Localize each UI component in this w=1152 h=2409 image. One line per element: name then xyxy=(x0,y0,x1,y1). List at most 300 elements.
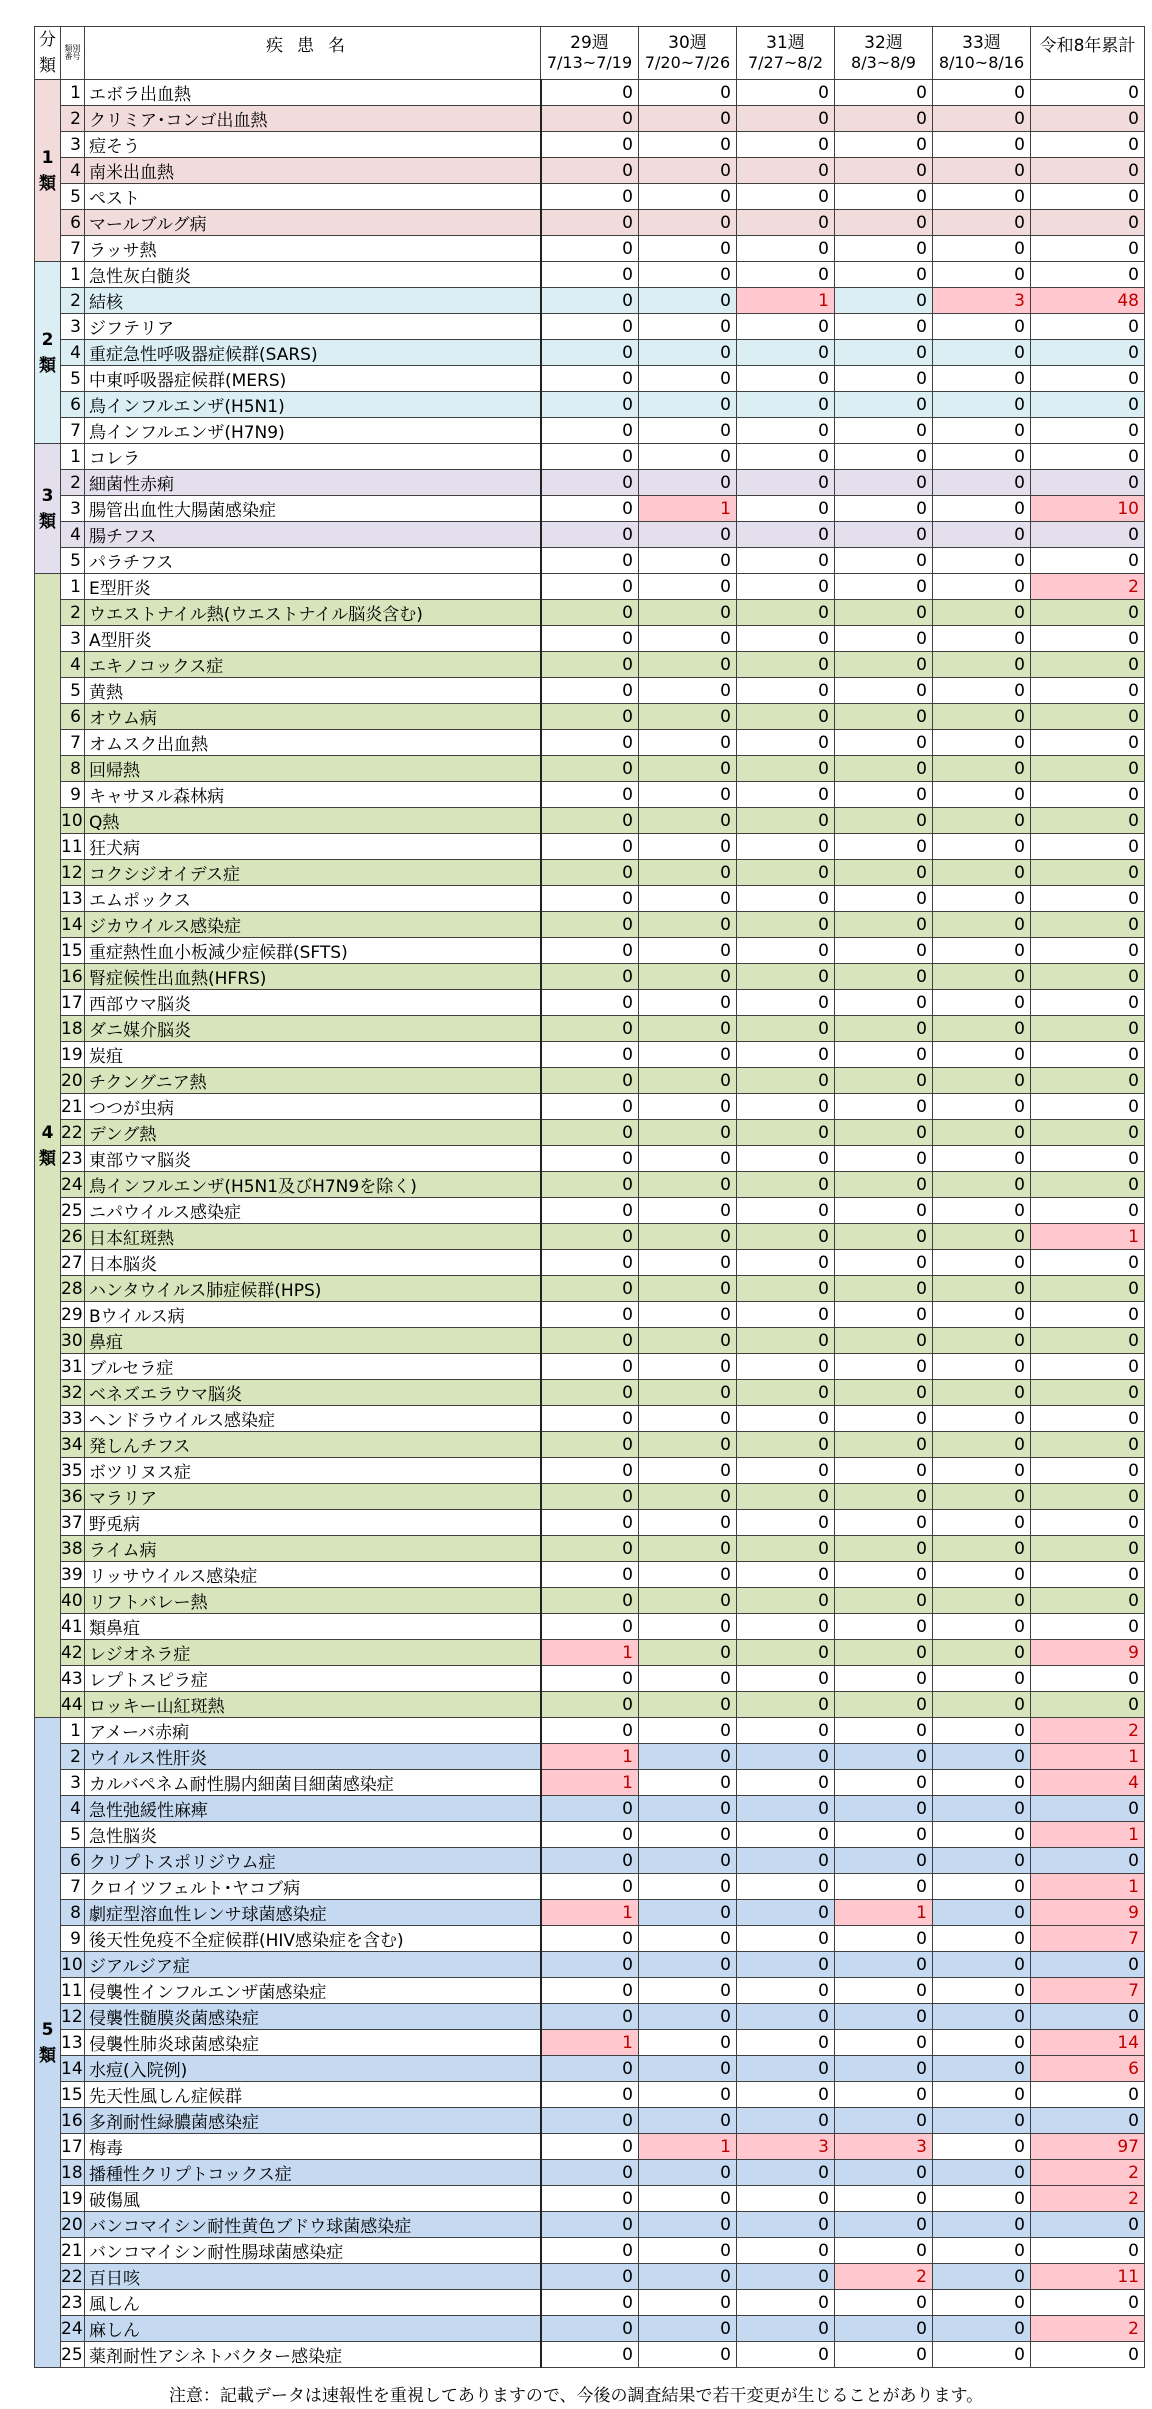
cumulative-count: 0 xyxy=(1031,964,1145,990)
category-label: 類 xyxy=(39,173,56,194)
weekly-count: 2 xyxy=(835,2264,933,2290)
cumulative-count: 0 xyxy=(1031,314,1145,340)
disease-name: カルバペネム耐性腸内細菌目細菌感染症 xyxy=(85,1770,541,1796)
weekly-count: 0 xyxy=(639,314,737,340)
disease-name: 黄熱 xyxy=(85,678,541,704)
weekly-count: 0 xyxy=(541,756,639,782)
row-number: 8 xyxy=(61,1900,85,1926)
table-row xyxy=(35,1380,1145,1406)
row-number: 44 xyxy=(61,1692,85,1718)
row-number: 16 xyxy=(61,2108,85,2134)
weekly-count: 0 xyxy=(541,2238,639,2264)
weekly-count: 0 xyxy=(835,1224,933,1250)
row-number: 15 xyxy=(61,2082,85,2108)
disease-name: レプトスピラ症 xyxy=(85,1666,541,1692)
disease-name: クロイツフェルト･ヤコブ病 xyxy=(85,1874,541,1900)
disease-name: エムポックス xyxy=(85,886,541,912)
table-row xyxy=(35,1978,1145,2004)
disease-name: エキノコックス症 xyxy=(85,652,541,678)
weekly-count: 0 xyxy=(933,1744,1031,1770)
weekly-count: 0 xyxy=(933,1978,1031,2004)
disease-name: ボツリヌス症 xyxy=(85,1458,541,1484)
weekly-count: 0 xyxy=(933,730,1031,756)
weekly-count: 0 xyxy=(639,210,737,236)
table-row xyxy=(35,1198,1145,1224)
weekly-count: 0 xyxy=(639,2290,737,2316)
category-header: 分類 xyxy=(35,27,61,80)
weekly-count: 0 xyxy=(933,834,1031,860)
weekly-count: 0 xyxy=(541,782,639,808)
weekly-count: 0 xyxy=(737,1874,835,1900)
row-number: 27 xyxy=(61,1250,85,1276)
disease-name: 類鼻疽 xyxy=(85,1614,541,1640)
weekly-count: 0 xyxy=(639,938,737,964)
cumulative-count: 0 xyxy=(1031,1666,1145,1692)
week-number: 33週 xyxy=(962,33,1001,53)
weekly-count: 0 xyxy=(737,2108,835,2134)
weekly-count: 0 xyxy=(541,1094,639,1120)
row-number: 6 xyxy=(61,1848,85,1874)
weekly-count: 0 xyxy=(639,418,737,444)
table-row xyxy=(35,2238,1145,2264)
cumulative-count: 14 xyxy=(1031,2030,1145,2056)
weekly-count: 0 xyxy=(933,106,1031,132)
weekly-count: 0 xyxy=(933,1354,1031,1380)
weekly-count: 0 xyxy=(835,184,933,210)
weekly-count: 0 xyxy=(737,1224,835,1250)
weekly-count: 0 xyxy=(737,1536,835,1562)
table-row xyxy=(35,366,1145,392)
table-row xyxy=(35,886,1145,912)
weekly-count: 0 xyxy=(541,1484,639,1510)
weekly-count: 0 xyxy=(933,2160,1031,2186)
cumulative-count: 0 xyxy=(1031,730,1145,756)
cumulative-count: 0 xyxy=(1031,886,1145,912)
table-row xyxy=(35,1068,1145,1094)
row-number: 15 xyxy=(61,938,85,964)
weekly-count: 0 xyxy=(835,808,933,834)
weekly-count: 0 xyxy=(737,496,835,522)
weekly-count: 0 xyxy=(835,132,933,158)
row-number: 13 xyxy=(61,886,85,912)
weekly-count: 0 xyxy=(541,860,639,886)
row-number: 24 xyxy=(61,1172,85,1198)
weekly-count: 0 xyxy=(541,1458,639,1484)
table-row xyxy=(35,2108,1145,2134)
weekly-count: 0 xyxy=(933,210,1031,236)
weekly-count: 0 xyxy=(737,860,835,886)
disease-name: Bウイルス病 xyxy=(85,1302,541,1328)
weekly-count: 0 xyxy=(835,1042,933,1068)
cumulative-count: 1 xyxy=(1031,1874,1145,1900)
table-row xyxy=(35,1848,1145,1874)
weekly-count: 0 xyxy=(835,574,933,600)
weekly-count: 0 xyxy=(835,1562,933,1588)
table-row xyxy=(35,80,1145,106)
cumulative-count: 0 xyxy=(1031,1250,1145,1276)
row-number: 19 xyxy=(61,1042,85,1068)
weekly-count: 0 xyxy=(737,1432,835,1458)
table-row xyxy=(35,1094,1145,1120)
row-number: 39 xyxy=(61,1562,85,1588)
row-number: 6 xyxy=(61,210,85,236)
disease-name: ダニ媒介脳炎 xyxy=(85,1016,541,1042)
weekly-count: 0 xyxy=(541,1848,639,1874)
cumulative-count: 0 xyxy=(1031,522,1145,548)
table-row xyxy=(35,106,1145,132)
cumulative-count: 6 xyxy=(1031,2056,1145,2082)
weekly-count: 0 xyxy=(835,548,933,574)
weekly-count: 0 xyxy=(639,1510,737,1536)
week-number: 30週 xyxy=(668,33,707,53)
weekly-count: 0 xyxy=(541,262,639,288)
weekly-count: 0 xyxy=(639,912,737,938)
weekly-count: 0 xyxy=(737,184,835,210)
row-number: 17 xyxy=(61,990,85,1016)
row-number: 18 xyxy=(61,1016,85,1042)
weekly-count: 0 xyxy=(541,808,639,834)
disease-name: ニパウイルス感染症 xyxy=(85,1198,541,1224)
weekly-count: 0 xyxy=(835,470,933,496)
cumulative-count: 0 xyxy=(1031,1588,1145,1614)
weekly-count: 1 xyxy=(541,2030,639,2056)
weekly-count: 0 xyxy=(639,730,737,756)
disease-name: クリミア･コンゴ出血熱 xyxy=(85,106,541,132)
table-row xyxy=(35,1588,1145,1614)
week-header xyxy=(639,27,737,80)
weekly-count: 0 xyxy=(737,1172,835,1198)
weekly-count: 0 xyxy=(933,236,1031,262)
weekly-count: 0 xyxy=(639,1718,737,1744)
weekly-count: 0 xyxy=(835,210,933,236)
weekly-count: 0 xyxy=(933,1120,1031,1146)
disease-name: 多剤耐性緑膿菌感染症 xyxy=(85,2108,541,2134)
row-number: 2 xyxy=(61,470,85,496)
row-number: 35 xyxy=(61,1458,85,1484)
weekly-count: 0 xyxy=(639,600,737,626)
weekly-count: 0 xyxy=(835,1588,933,1614)
table-row xyxy=(35,1172,1145,1198)
weekly-count: 0 xyxy=(835,1484,933,1510)
cumulative-count: 0 xyxy=(1031,1068,1145,1094)
weekly-count: 0 xyxy=(541,1432,639,1458)
table-row xyxy=(35,782,1145,808)
weekly-count: 0 xyxy=(639,1458,737,1484)
disease-name: 鳥インフルエンザ(H5N1) xyxy=(85,392,541,418)
row-number: 29 xyxy=(61,1302,85,1328)
row-number: 5 xyxy=(61,184,85,210)
weekly-count: 0 xyxy=(933,652,1031,678)
weekly-count: 0 xyxy=(737,2160,835,2186)
disease-name: 播種性クリプトコックス症 xyxy=(85,2160,541,2186)
weekly-count: 0 xyxy=(835,964,933,990)
cumulative-count: 0 xyxy=(1031,1614,1145,1640)
weekly-count: 0 xyxy=(835,1250,933,1276)
cumulative-count: 0 xyxy=(1031,1484,1145,1510)
table-row xyxy=(35,808,1145,834)
disease-name: 日本脳炎 xyxy=(85,1250,541,1276)
disease-name: 重症熱性血小板減少症候群(SFTS) xyxy=(85,938,541,964)
weekly-count: 0 xyxy=(737,1484,835,1510)
weekly-count: 0 xyxy=(737,1978,835,2004)
disease-name: つつが虫病 xyxy=(85,1094,541,1120)
disease-name: 結核 xyxy=(85,288,541,314)
weekly-count: 0 xyxy=(737,106,835,132)
cumulative-count: 0 xyxy=(1031,2342,1145,2368)
weekly-count: 0 xyxy=(541,2264,639,2290)
row-number: 37 xyxy=(61,1510,85,1536)
weekly-count: 0 xyxy=(737,236,835,262)
weekly-count: 0 xyxy=(933,912,1031,938)
weekly-count: 0 xyxy=(639,1328,737,1354)
row-number: 2 xyxy=(61,106,85,132)
weekly-count: 0 xyxy=(835,2342,933,2368)
weekly-count: 0 xyxy=(933,2212,1031,2238)
weekly-count: 0 xyxy=(639,1354,737,1380)
weekly-count: 0 xyxy=(933,1848,1031,1874)
weekly-count: 0 xyxy=(541,444,639,470)
weekly-count: 0 xyxy=(639,1952,737,1978)
weekly-count: 0 xyxy=(639,1198,737,1224)
weekly-count: 0 xyxy=(835,1432,933,1458)
weekly-count: 0 xyxy=(737,132,835,158)
cumulative-count: 0 xyxy=(1031,418,1145,444)
cumulative-count: 1 xyxy=(1031,1224,1145,1250)
weekly-count: 0 xyxy=(639,1796,737,1822)
cumulative-count: 0 xyxy=(1031,444,1145,470)
cumulative-count: 0 xyxy=(1031,158,1145,184)
disease-name: 鳥インフルエンザ(H7N9) xyxy=(85,418,541,444)
weekly-count: 0 xyxy=(541,314,639,340)
row-number: 4 xyxy=(61,158,85,184)
weekly-count: 0 xyxy=(737,1042,835,1068)
weekly-count: 0 xyxy=(541,2134,639,2160)
weekly-count: 0 xyxy=(933,2108,1031,2134)
cumulative-count: 0 xyxy=(1031,1016,1145,1042)
row-number: 21 xyxy=(61,1094,85,1120)
weekly-count: 0 xyxy=(639,236,737,262)
cumulative-count: 0 xyxy=(1031,236,1145,262)
table-row xyxy=(35,1926,1145,1952)
weekly-count: 0 xyxy=(737,990,835,1016)
weekly-count: 0 xyxy=(639,2056,737,2082)
cumulative-count: 0 xyxy=(1031,1848,1145,1874)
row-number: 2 xyxy=(61,288,85,314)
table-row xyxy=(35,1952,1145,1978)
weekly-count: 0 xyxy=(639,2108,737,2134)
weekly-count: 0 xyxy=(933,1016,1031,1042)
weekly-count: 0 xyxy=(737,730,835,756)
disease-name: 水痘(入院例) xyxy=(85,2056,541,2082)
weekly-count: 0 xyxy=(541,2056,639,2082)
weekly-count: 0 xyxy=(541,1354,639,1380)
weekly-count: 0 xyxy=(737,444,835,470)
weekly-count: 0 xyxy=(639,106,737,132)
disease-name: 回帰熱 xyxy=(85,756,541,782)
weekly-count: 0 xyxy=(835,2082,933,2108)
cumulative-count: 0 xyxy=(1031,678,1145,704)
table-row xyxy=(35,444,1145,470)
weekly-count: 0 xyxy=(541,1146,639,1172)
weekly-count: 0 xyxy=(639,1874,737,1900)
weekly-count: 0 xyxy=(541,886,639,912)
row-number: 38 xyxy=(61,1536,85,1562)
disease-name: A型肝炎 xyxy=(85,626,541,652)
weekly-count: 0 xyxy=(639,886,737,912)
weekly-count: 0 xyxy=(933,158,1031,184)
weekly-count: 0 xyxy=(639,756,737,782)
weekly-count: 0 xyxy=(541,1250,639,1276)
weekly-count: 0 xyxy=(737,340,835,366)
weekly-count: 0 xyxy=(737,782,835,808)
weekly-count: 0 xyxy=(933,574,1031,600)
weekly-count: 1 xyxy=(541,1770,639,1796)
weekly-count: 0 xyxy=(933,678,1031,704)
weekly-count: 0 xyxy=(639,574,737,600)
table-row xyxy=(35,2160,1145,2186)
week-number: 29週 xyxy=(570,33,609,53)
weekly-count: 0 xyxy=(639,2212,737,2238)
disease-name: 腸チフス xyxy=(85,522,541,548)
disease-name: クリプトスポリジウム症 xyxy=(85,1848,541,1874)
row-number: 24 xyxy=(61,2316,85,2342)
weekly-count: 0 xyxy=(737,2290,835,2316)
table-row xyxy=(35,2290,1145,2316)
weekly-count: 0 xyxy=(541,912,639,938)
weekly-count: 0 xyxy=(835,1068,933,1094)
weekly-count: 0 xyxy=(541,1952,639,1978)
cumulative-count: 1 xyxy=(1031,1822,1145,1848)
weekly-count: 0 xyxy=(933,2004,1031,2030)
weekly-count: 0 xyxy=(737,2316,835,2342)
disease-name: 侵襲性インフルエンザ菌感染症 xyxy=(85,1978,541,2004)
weekly-count: 0 xyxy=(639,366,737,392)
category-cell xyxy=(35,80,61,262)
weekly-count: 0 xyxy=(835,1172,933,1198)
disease-name: 鼻疽 xyxy=(85,1328,541,1354)
category-cell xyxy=(35,444,61,574)
table-row xyxy=(35,574,1145,600)
weekly-count: 0 xyxy=(639,1692,737,1718)
table-row xyxy=(35,2186,1145,2212)
weekly-count: 0 xyxy=(541,392,639,418)
row-number: 40 xyxy=(61,1588,85,1614)
row-number: 10 xyxy=(61,1952,85,1978)
disease-name: 侵襲性肺炎球菌感染症 xyxy=(85,2030,541,2056)
weekly-count: 0 xyxy=(639,1016,737,1042)
weekly-count: 0 xyxy=(541,418,639,444)
weekly-count: 0 xyxy=(933,314,1031,340)
weekly-count: 0 xyxy=(737,1380,835,1406)
row-number: 25 xyxy=(61,2342,85,2368)
disease-name: 急性灰白髄炎 xyxy=(85,262,541,288)
table-row xyxy=(35,340,1145,366)
table-row xyxy=(35,1770,1145,1796)
weekly-count: 0 xyxy=(835,756,933,782)
weekly-count: 0 xyxy=(835,834,933,860)
weekly-count: 0 xyxy=(737,1692,835,1718)
weekly-count: 0 xyxy=(639,1224,737,1250)
weekly-count: 0 xyxy=(639,704,737,730)
weekly-count: 0 xyxy=(933,1952,1031,1978)
weekly-count: 0 xyxy=(933,1666,1031,1692)
table-row xyxy=(35,314,1145,340)
row-number: 8 xyxy=(61,756,85,782)
weekly-count: 0 xyxy=(835,1146,933,1172)
row-number: 7 xyxy=(61,418,85,444)
weekly-count: 0 xyxy=(639,860,737,886)
weekly-count: 0 xyxy=(933,2056,1031,2082)
cumulative-count: 0 xyxy=(1031,1094,1145,1120)
disease-name: チクングニア熱 xyxy=(85,1068,541,1094)
weekly-count: 0 xyxy=(835,1016,933,1042)
weekly-count: 0 xyxy=(541,1666,639,1692)
weekly-count: 0 xyxy=(835,158,933,184)
weekly-count: 0 xyxy=(933,262,1031,288)
cumulative-count: 0 xyxy=(1031,1952,1145,1978)
cumulative-count: 0 xyxy=(1031,860,1145,886)
weekly-count: 0 xyxy=(737,1068,835,1094)
weekly-count: 0 xyxy=(835,678,933,704)
weekly-count: 0 xyxy=(737,600,835,626)
cumulative-count: 2 xyxy=(1031,2186,1145,2212)
weekly-count: 0 xyxy=(737,262,835,288)
weekly-count: 0 xyxy=(835,392,933,418)
disease-name: 麻しん xyxy=(85,2316,541,2342)
weekly-count: 0 xyxy=(541,106,639,132)
week-header xyxy=(933,27,1031,80)
table-row xyxy=(35,1692,1145,1718)
table-row xyxy=(35,288,1145,314)
cumulative-count: 0 xyxy=(1031,548,1145,574)
weekly-count: 0 xyxy=(541,600,639,626)
weekly-count: 0 xyxy=(639,1250,737,1276)
weekly-count: 0 xyxy=(541,1042,639,1068)
weekly-count: 0 xyxy=(541,704,639,730)
weekly-count: 0 xyxy=(737,964,835,990)
weekly-count: 0 xyxy=(835,1458,933,1484)
weekly-count: 0 xyxy=(541,1172,639,1198)
weekly-count: 0 xyxy=(835,444,933,470)
week-dates: 8/10~8/16 xyxy=(938,53,1025,72)
weekly-count: 0 xyxy=(835,2212,933,2238)
weekly-count: 0 xyxy=(933,1276,1031,1302)
weekly-count: 0 xyxy=(737,210,835,236)
table-row xyxy=(35,2316,1145,2342)
week-header xyxy=(737,27,835,80)
cumulative-count: 0 xyxy=(1031,652,1145,678)
weekly-count: 0 xyxy=(933,1822,1031,1848)
table-row xyxy=(35,730,1145,756)
disease-name: キャサヌル森林病 xyxy=(85,782,541,808)
weekly-count: 0 xyxy=(639,808,737,834)
weekly-count: 0 xyxy=(933,1718,1031,1744)
cumulative-count: 0 xyxy=(1031,1146,1145,1172)
category-label: 2 xyxy=(41,329,54,350)
weekly-count: 0 xyxy=(933,1562,1031,1588)
weekly-count: 0 xyxy=(737,1900,835,1926)
weekly-count: 0 xyxy=(835,262,933,288)
weekly-count: 0 xyxy=(835,2316,933,2342)
weekly-count: 0 xyxy=(933,1146,1031,1172)
row-number: 20 xyxy=(61,2212,85,2238)
cumulative-count: 7 xyxy=(1031,1978,1145,2004)
cumulative-count: 0 xyxy=(1031,1562,1145,1588)
weekly-count: 0 xyxy=(933,444,1031,470)
weekly-count: 0 xyxy=(639,444,737,470)
weekly-count: 0 xyxy=(933,860,1031,886)
weekly-count: 0 xyxy=(737,626,835,652)
